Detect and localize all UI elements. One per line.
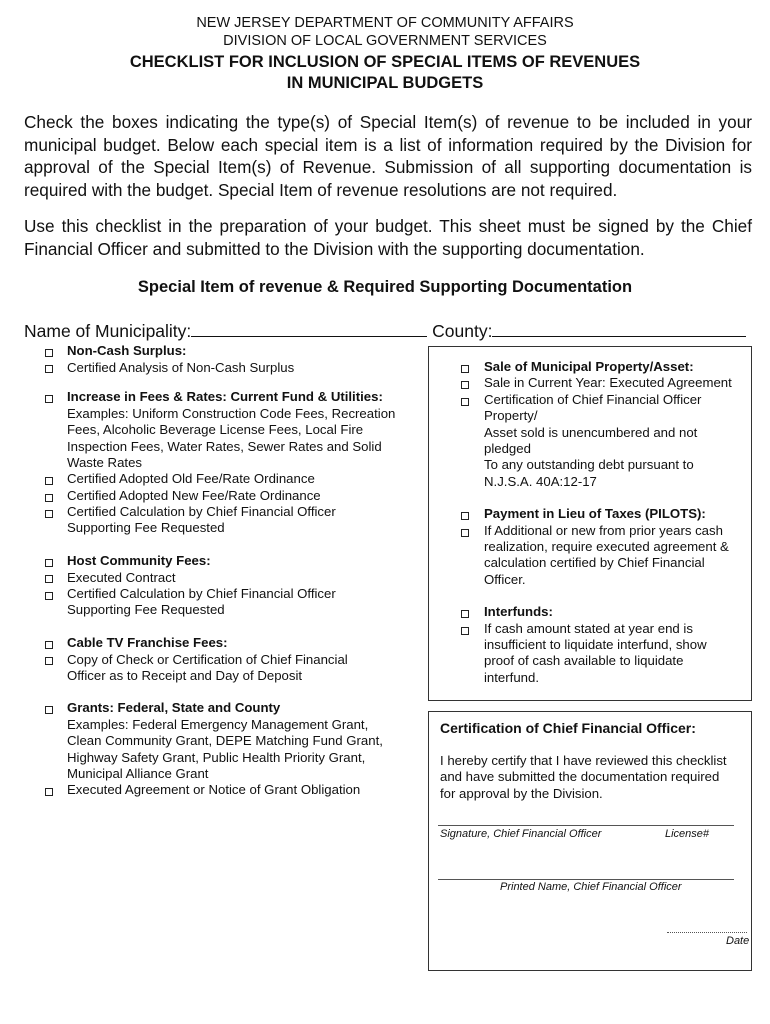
checkbox-new-fee-ordinance[interactable] xyxy=(45,494,53,502)
list-item: To any outstanding debt pursuant to xyxy=(484,457,694,472)
list-item: Inspection Fees, Water Rates, Sewer Rates and Solid xyxy=(67,439,382,454)
county-field[interactable] xyxy=(492,320,746,337)
list-item: If cash amount stated at year end is xyxy=(484,621,693,636)
list-item: Asset sold is unencumbered and not xyxy=(484,425,698,440)
certification-text-line: I hereby certify that I have reviewed this checklist xyxy=(440,753,727,768)
list-item: Copy of Check or Certification of Chief Financial xyxy=(67,652,348,667)
list-item: Non-Cash Surplus: xyxy=(67,343,187,358)
list-item: insufficient to liquidate interfund, show xyxy=(484,637,707,652)
list-item: Host Community Fees: xyxy=(67,553,211,568)
checkbox-copy-of-check[interactable] xyxy=(45,657,53,665)
list-item: Fees, Alcoholic Beverage License Fees, Local Fire xyxy=(67,422,364,437)
list-item: Highway Safety Grant, Public Health Priority Grant, xyxy=(67,750,366,765)
list-item: calculation certified by Chief Financial xyxy=(484,555,705,570)
list-item: Certified Adopted New Fee/Rate Ordinance xyxy=(67,488,321,503)
checkbox-grants[interactable] xyxy=(45,706,53,714)
checkbox-sale-of-property[interactable] xyxy=(461,365,469,373)
list-item: realization, require executed agreement & xyxy=(484,539,729,554)
list-item: Grants: Federal, State and County xyxy=(67,700,281,715)
municipality-label: Name of Municipality: xyxy=(24,321,192,341)
checkbox-non-cash-surplus[interactable] xyxy=(45,349,53,357)
list-item: Certification of Chief Financial Officer xyxy=(484,392,702,407)
list-item: interfund. xyxy=(484,670,539,685)
checkbox-sale-current-year[interactable] xyxy=(461,381,469,389)
certification-title: Certification of Chief Financial Officer: xyxy=(440,720,696,736)
list-item: Interfunds: xyxy=(484,604,553,619)
list-item: Examples: Federal Emergency Management Grant, xyxy=(67,717,369,732)
checkbox-executed-contract[interactable] xyxy=(45,575,53,583)
list-item: proof of cash available to liquidate xyxy=(484,653,684,668)
list-item: Supporting Fee Requested xyxy=(67,602,225,617)
checkbox-cable-tv-fees[interactable] xyxy=(45,641,53,649)
certification-text-line: for approval by the Division. xyxy=(440,786,603,801)
checkbox-certified-analysis[interactable] xyxy=(45,365,53,373)
department-name: NEW JERSEY DEPARTMENT OF COMMUNITY AFFAIRS xyxy=(196,15,574,31)
list-item: If Additional or new from prior years cash xyxy=(484,523,723,538)
date-label: Date xyxy=(726,935,750,947)
list-item: Certified Analysis of Non-Cash Surplus xyxy=(67,360,295,375)
checkbox-interfunds[interactable] xyxy=(461,610,469,618)
printed-name-line[interactable] xyxy=(438,879,734,880)
list-item: Executed Agreement or Notice of Grant Obligation xyxy=(67,782,361,797)
signature-label: Signature, Chief Financial Officer xyxy=(440,828,602,840)
list-item: Executed Contract xyxy=(67,570,176,585)
municipality-field[interactable] xyxy=(191,320,427,337)
checkbox-old-fee-ordinance[interactable] xyxy=(45,477,53,485)
date-line[interactable] xyxy=(667,932,747,933)
list-item: Certified Calculation by Chief Financial Officer xyxy=(67,504,336,519)
license-label: License# xyxy=(665,828,710,840)
list-item: Increase in Fees & Rates: Current Fund & Utilities: xyxy=(67,389,383,404)
list-item: Payment in Lieu of Taxes (PILOTS): xyxy=(484,506,706,521)
list-item: Officer. xyxy=(484,572,526,587)
county-label: County: xyxy=(432,321,493,341)
list-item: N.J.S.A. 40A:12-17 xyxy=(484,474,597,489)
checkbox-host-community-fees[interactable] xyxy=(45,559,53,567)
checkbox-increase-fees-rates[interactable] xyxy=(45,395,53,403)
list-item: Certified Adopted Old Fee/Rate Ordinance xyxy=(67,471,315,486)
checkbox-cfo-calculation-fees[interactable] xyxy=(45,510,53,518)
document-title-line1: CHECKLIST FOR INCLUSION OF SPECIAL ITEMS OF REVENUES xyxy=(129,53,641,71)
document-title-line2: IN MUNICIPAL BUDGETS xyxy=(286,74,484,92)
list-item: Cable TV Franchise Fees: xyxy=(67,635,228,650)
checkbox-pilots[interactable] xyxy=(461,512,469,520)
printed-name-label: Printed Name, Chief Financial Officer xyxy=(500,881,682,893)
list-item: Examples: Uniform Construction Code Fees, Recreation xyxy=(67,406,396,421)
checkbox-pilots-additional[interactable] xyxy=(461,529,469,537)
division-name: DIVISION OF LOCAL GOVERNMENT SERVICES xyxy=(223,33,547,49)
list-item: Supporting Fee Requested xyxy=(67,520,225,535)
signature-line[interactable] xyxy=(438,825,734,826)
list-item: Municipal Alliance Grant xyxy=(67,766,209,781)
intro-paragraph-2: Use this checklist in the preparation of your budget. This sheet must be signed by the Chief Financial Officer and submitted to the Division with the supporting documentation. xyxy=(24,216,752,259)
list-item: Property/ xyxy=(484,408,538,423)
list-item: Waste Rates xyxy=(67,455,142,470)
checkbox-interfunds-cash[interactable] xyxy=(461,627,469,635)
certification-text-line: and have submitted the documentation required xyxy=(440,769,720,784)
checkbox-cfo-calculation-host[interactable] xyxy=(45,592,53,600)
list-item: pledged xyxy=(484,441,531,456)
intro-paragraph-1: Check the boxes indicating the type(s) of Special Item(s) of revenue to be included in your municipal budget. Below each special item is a list of information required by the Division for approval of the Special Item(s) of Revenue. Submission of all supporting documentation is required with the budget. Special Item of revenue resolutions are not required. xyxy=(24,112,752,200)
list-item: Officer as to Receipt and Day of Deposit xyxy=(67,668,303,683)
list-item: Sale of Municipal Property/Asset: xyxy=(484,359,694,374)
list-item: Clean Community Grant, DEPE Matching Fund Grant, xyxy=(67,733,383,748)
list-item: Sale in Current Year: Executed Agreement xyxy=(484,375,732,390)
checkbox-cfo-certification-property[interactable] xyxy=(461,398,469,406)
municipality-county-row xyxy=(24,320,746,342)
list-item: Certified Calculation by Chief Financial Officer xyxy=(67,586,336,601)
section-subtitle: Special Item of revenue & Required Supporting Documentation xyxy=(137,278,633,296)
checkbox-executed-agreement-grant[interactable] xyxy=(45,788,53,796)
